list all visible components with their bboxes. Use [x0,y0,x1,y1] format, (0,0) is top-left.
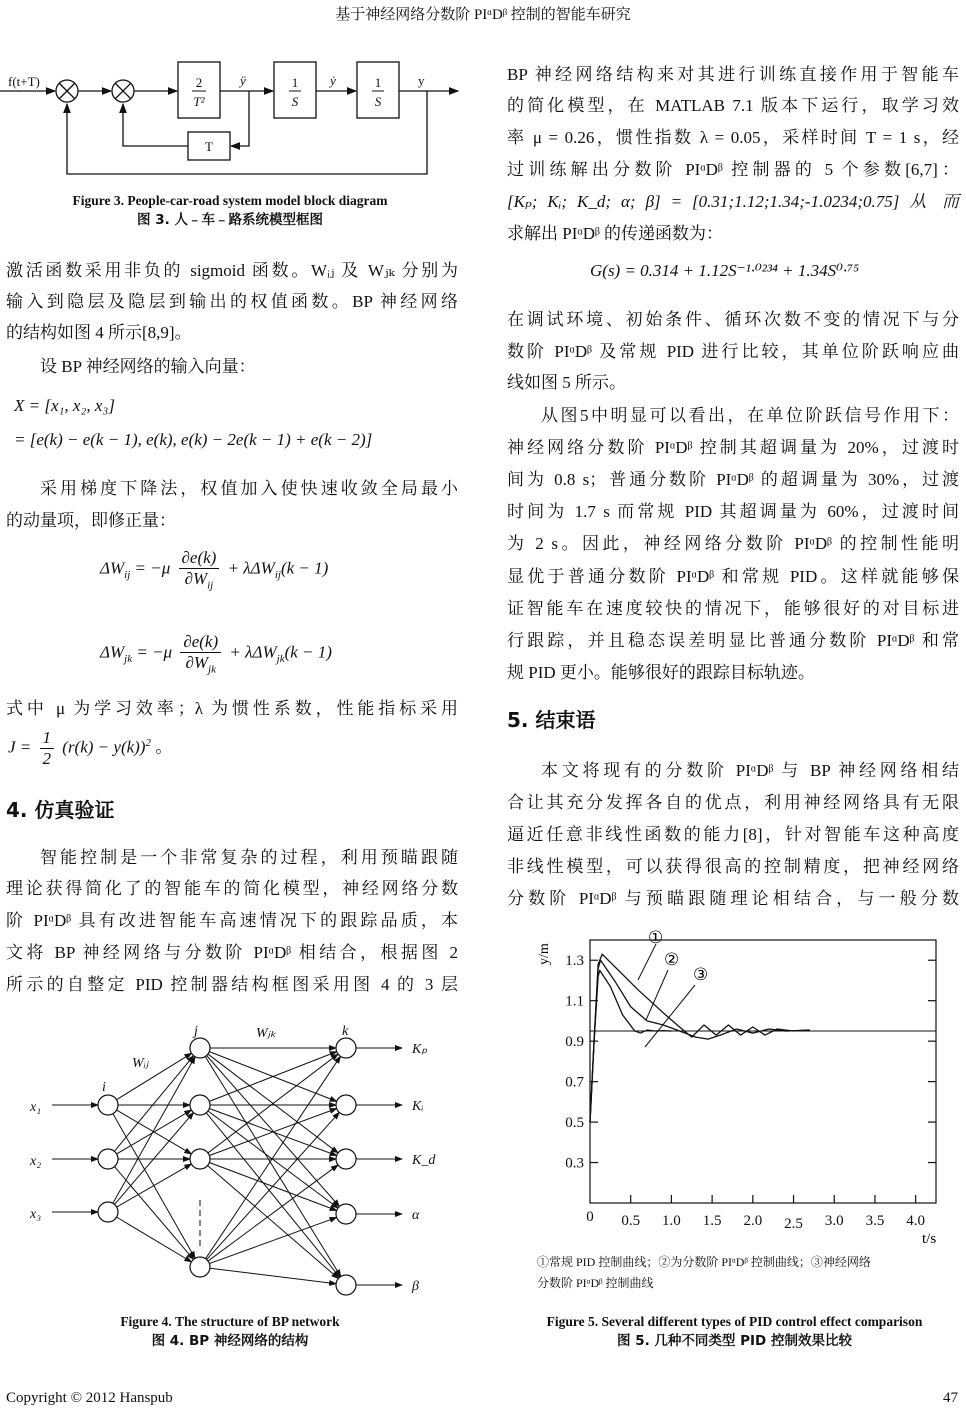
output-label: β [412,1279,419,1294]
body-text-line: 采用梯度下降法，权值加入使快速收敛全局最小 [40,479,458,498]
layer-j-label: j [194,1024,198,1039]
output-node [336,1149,356,1169]
layer-i-label: i [102,1080,106,1095]
y-tick-label: 1.1 [565,993,584,1010]
y-tick-label: 0.3 [565,1155,584,1172]
weight-edge-ij [114,1056,193,1152]
figure-5-caption-en: Figure 5. Several different types of PID control effect comparison [546,1314,923,1329]
body-text-line: 神经网络分数阶 PIᵅDᵝ 控制其超调量为 20%，过渡时 [507,438,959,457]
body-text-line: 的结构如图 4 所示[8,9]。 [6,323,192,342]
svg-text:T: T [205,139,213,154]
layer-k-label: k [342,1024,349,1039]
weight-edge-ij [117,1217,192,1262]
body-text-line: 在调试环境、初始条件、循环次数不变的情况下与分 [507,310,959,329]
svg-text:ẏ: ẏ [330,73,336,88]
weight-edge-ij [117,1164,192,1207]
origin-label: 0 [586,1209,594,1225]
body-text-line: 文将 BP 神经网络与分数阶 PIᵅDᵝ 相结合，根据图 2 [6,943,458,962]
output-node [336,1275,356,1295]
svg-text:S: S [374,94,382,109]
series-label-3: ③ [693,965,709,984]
weight-update-equation-jk: $\Delta W_{jk} = -\mu$ $\frac{\partial e(k)}{\partial W_{jk}}$ + λΔW$_{jk}$(k − 1) [100,632,332,676]
body-text-line: 的简化模型，在 MATLAB 7.1 版本下运行，取学习效 [507,96,959,115]
block-integrator-2 [357,62,399,118]
figure-3-block-diagram [0,40,480,180]
body-text-line: 求解出 PIᵅDᵝ 的传递函数为： [507,224,724,243]
body-text-line: 时间为 1.7 s 而常规 PID 其超调量为 60%，过渡时间 [507,502,959,521]
body-text-line: 所示的自整定 PID 控制器结构框图采用图 4 的 3 层 [6,975,458,994]
figure-5-caption-zh: 图 5. 几种不同类型 PID 控制效果比较 [617,1333,852,1349]
body-text-line: 输入到隐层及隐层到输出的权值函数。BP 神经网络 [6,292,458,311]
weight-edge-jk [205,1057,341,1277]
body-text-line: 逼近任意非线性函数的能力[8]，针对智能车这种高度 [507,825,959,844]
weight-edge-ij [114,1167,193,1260]
parameter-vector-line: [Kₚ; Kᵢ; K_d; α; β] = [0.31;1.12;1.34;-1.0234;0.75] 从 而 [507,192,959,211]
x-tick-label: 4.0 [906,1213,926,1229]
series-line-2 [590,960,810,1122]
body-text-line: 为 2 s。因此，神经网络分数阶 PIᵅDᵝ 的控制性能明 [507,534,959,553]
x-axis-label: t/s [922,1231,937,1247]
y-tick-label: 0.7 [565,1074,584,1091]
y-tick-label: 1.3 [565,953,584,970]
weight-edge-ij [113,1057,195,1204]
body-text-line: 率 μ = 0.26，惯性指数 λ = 0.05，采样时间 T = 1 s，经 [507,128,959,147]
y-axis-label: y/m [537,943,552,965]
weight-edge-jk [207,1056,340,1207]
weight-edge-jk [210,1268,336,1284]
series-line-3 [590,970,671,1122]
body-text-line: 理论获得简化了的智能车的简化模型，神经网络分数 [6,879,458,898]
series-3-leader [645,985,695,1047]
weight-edge-jk [206,1056,341,1258]
input-node [98,1202,118,1222]
body-text-line: 激活函数采用非负的 sigmoid 函数。Wᵢⱼ 及 Wⱼₖ 分别为 [6,261,458,280]
x-tick-label: 3.0 [824,1213,844,1229]
hidden-node [190,1038,210,1058]
block-2-over-T2 [178,62,220,118]
weight-jk-label: Wⱼₖ [256,1026,277,1041]
svg-text:f(t+T): f(t+T) [8,74,40,89]
x-tick-label: 2.0 [743,1213,763,1229]
page-number: 47 [943,1390,958,1406]
input-node [98,1095,118,1115]
svg-text:1: 1 [291,75,299,90]
body-text-line: 线如图 5 所示。 [507,373,626,392]
body-text-line: 行跟踪，并且稳态误差明显比普通分数阶 PIᵅDᵝ 和常 [507,631,959,650]
body-text-line: BP 神经网络结构来对其进行训练直接作用于智能车 [507,65,959,84]
body-text-line: 数阶 PIᵅDᵝ 及常规 PID 进行比较，其单位阶跃响应曲 [507,342,959,361]
body-text-line: 分数阶 PIᵅDᵝ 与预瞄跟随理论相结合，与一般分数 [507,889,959,908]
weight-update-equation-ij: $\Delta W_{ij} = -\mu$ $\frac{\partial e(k)}{\partial W_{ij}}$ + λΔW$_{ij}$(k − 1) [100,548,329,592]
input-label: x₃ [30,1207,42,1222]
body-text-line: 显优于普通分数阶 PIᵅDᵝ 和常规 PID。这样就能够保 [507,567,959,586]
output-label: α [412,1208,420,1223]
input-label: x₂ [30,1154,42,1169]
series-label-2: ② [664,950,680,969]
body-text-line: 规 PID 更小。能够很好的跟踪目标轨迹。 [507,663,815,682]
input-node [98,1149,118,1169]
output-node [336,1095,356,1115]
weight-ij-label: Wᵢⱼ [132,1056,149,1071]
body-text-line: 从图5中明显可以看出，在单位阶跃信号作用下： [541,406,959,425]
x-tick-label: 1.0 [662,1213,681,1229]
svg-text:1: 1 [374,75,382,90]
series-label-1: ① [648,928,664,947]
hidden-node [190,1257,210,1277]
weight-edge-jk [206,1113,339,1277]
svg-text:S: S [291,94,299,109]
y-tick-label: 0.5 [565,1115,584,1132]
body-text-line: 设 BP 神经网络的输入向量： [40,357,256,376]
figure-4-caption-en: Figure 4. The structure of BP network [120,1314,340,1329]
series-1-leader [638,944,656,980]
body-text-line: 本文将现有的分数阶 PIᵅDᵝ 与 BP 神经网络相结 [541,761,959,780]
plot-frame [590,940,936,1203]
series-2-leader [646,970,668,1020]
output-label: Kᵢ [412,1099,424,1114]
body-text-line: 过训练解出分数阶 PIᵅDᵝ 控制器的 5 个参数[6,7]： [507,160,959,179]
output-node [336,1204,356,1224]
output-label: Kₚ [412,1042,428,1057]
weight-edge-jk [208,1165,338,1261]
svg-text:ÿ: ÿ [240,73,246,88]
body-text-line: 证智能车在速度较快的情况下，能够很好的对目标进 [507,599,959,618]
section-5-heading: 5. 结束语 [507,708,596,732]
weight-edge-jk [207,1112,340,1259]
figure-3-caption-en: Figure 3. People-car-road system model block diagram [72,193,388,208]
body-text-line: 阶 PIᵅDᵝ 具有改进智能车高速情况下的跟踪品质，本 [6,911,458,930]
running-header: 基于神经网络分数阶 PIᵅDᵝ 控制的智能车研究 [335,7,631,23]
body-text-line: 间为 0.8 s；普通分数阶 PIᵅDᵝ 的超调量为 30%，过渡 [507,470,959,489]
x-tick-label: 1.5 [702,1213,722,1229]
section-4-heading: 4. 仿真验证 [6,798,115,822]
svg-text:T²: T² [193,94,205,109]
output-label: K_d [412,1153,436,1168]
body-text-line: 智能控制是一个非常复杂的过程，利用预瞄跟随 [40,848,458,867]
figure-4-bp-network [0,1015,470,1305]
figure-4-caption-zh: 图 4. BP 神经网络的结构 [151,1333,309,1349]
x-tick-label: 2.5 [784,1216,803,1232]
body-text-line: 非线性模型，可以获得很高的控制精度，把神经网络 [507,857,959,876]
hidden-node [190,1095,210,1115]
output-node [336,1038,356,1058]
y-tick-label: 0.9 [565,1034,584,1051]
x-tick-label: 0.5 [621,1213,641,1229]
input-vector-equation: X = [x₁, x₂, x₃] [14,396,115,415]
block-integrator-1 [274,62,316,118]
figure-3-caption-zh: 图 3. 人﹣车﹣路系统模型框图 [137,212,323,228]
svg-text:2: 2 [195,75,203,90]
transfer-function-equation: G(s) = 0.314 + 1.12S⁻¹·⁰²³⁴ + 1.34S⁰·⁷⁵ [590,261,860,280]
copyright-footer: Copyright © 2012 Hanspub [6,1390,173,1406]
input-vector-expansion: = [e(k) − e(k − 1), e(k), e(k) − 2e(k − 1) + e(k − 2)] [14,430,373,449]
body-text-line: 式中 μ 为学习效率；λ 为惯性系数，性能指标采用 [6,699,458,718]
body-text-line: 合让其充分发挥各自的优点，利用神经网络具有无限 [507,793,959,812]
figure-5-step-response-chart [510,925,960,1255]
hidden-node [190,1149,210,1169]
svg-text:y: y [418,73,425,88]
x-tick-label: 3.5 [865,1213,885,1229]
chart-legend-line-2: 分数阶 PIᵅDᵝ 控制曲线 [537,1276,654,1290]
chart-legend-line-1: ①常规 PID 控制曲线；②为分数阶 PIᵅDᵝ 控制曲线；③神经网络 [537,1255,871,1269]
body-text-line: 的动量项，即修正量： [6,511,176,530]
input-label: x₁ [30,1100,42,1115]
performance-index-equation: J = $\frac{1}{2}$ $(r(k) - y(k))^2$ 。 [8,728,173,768]
weight-edge-ij [117,1053,192,1099]
